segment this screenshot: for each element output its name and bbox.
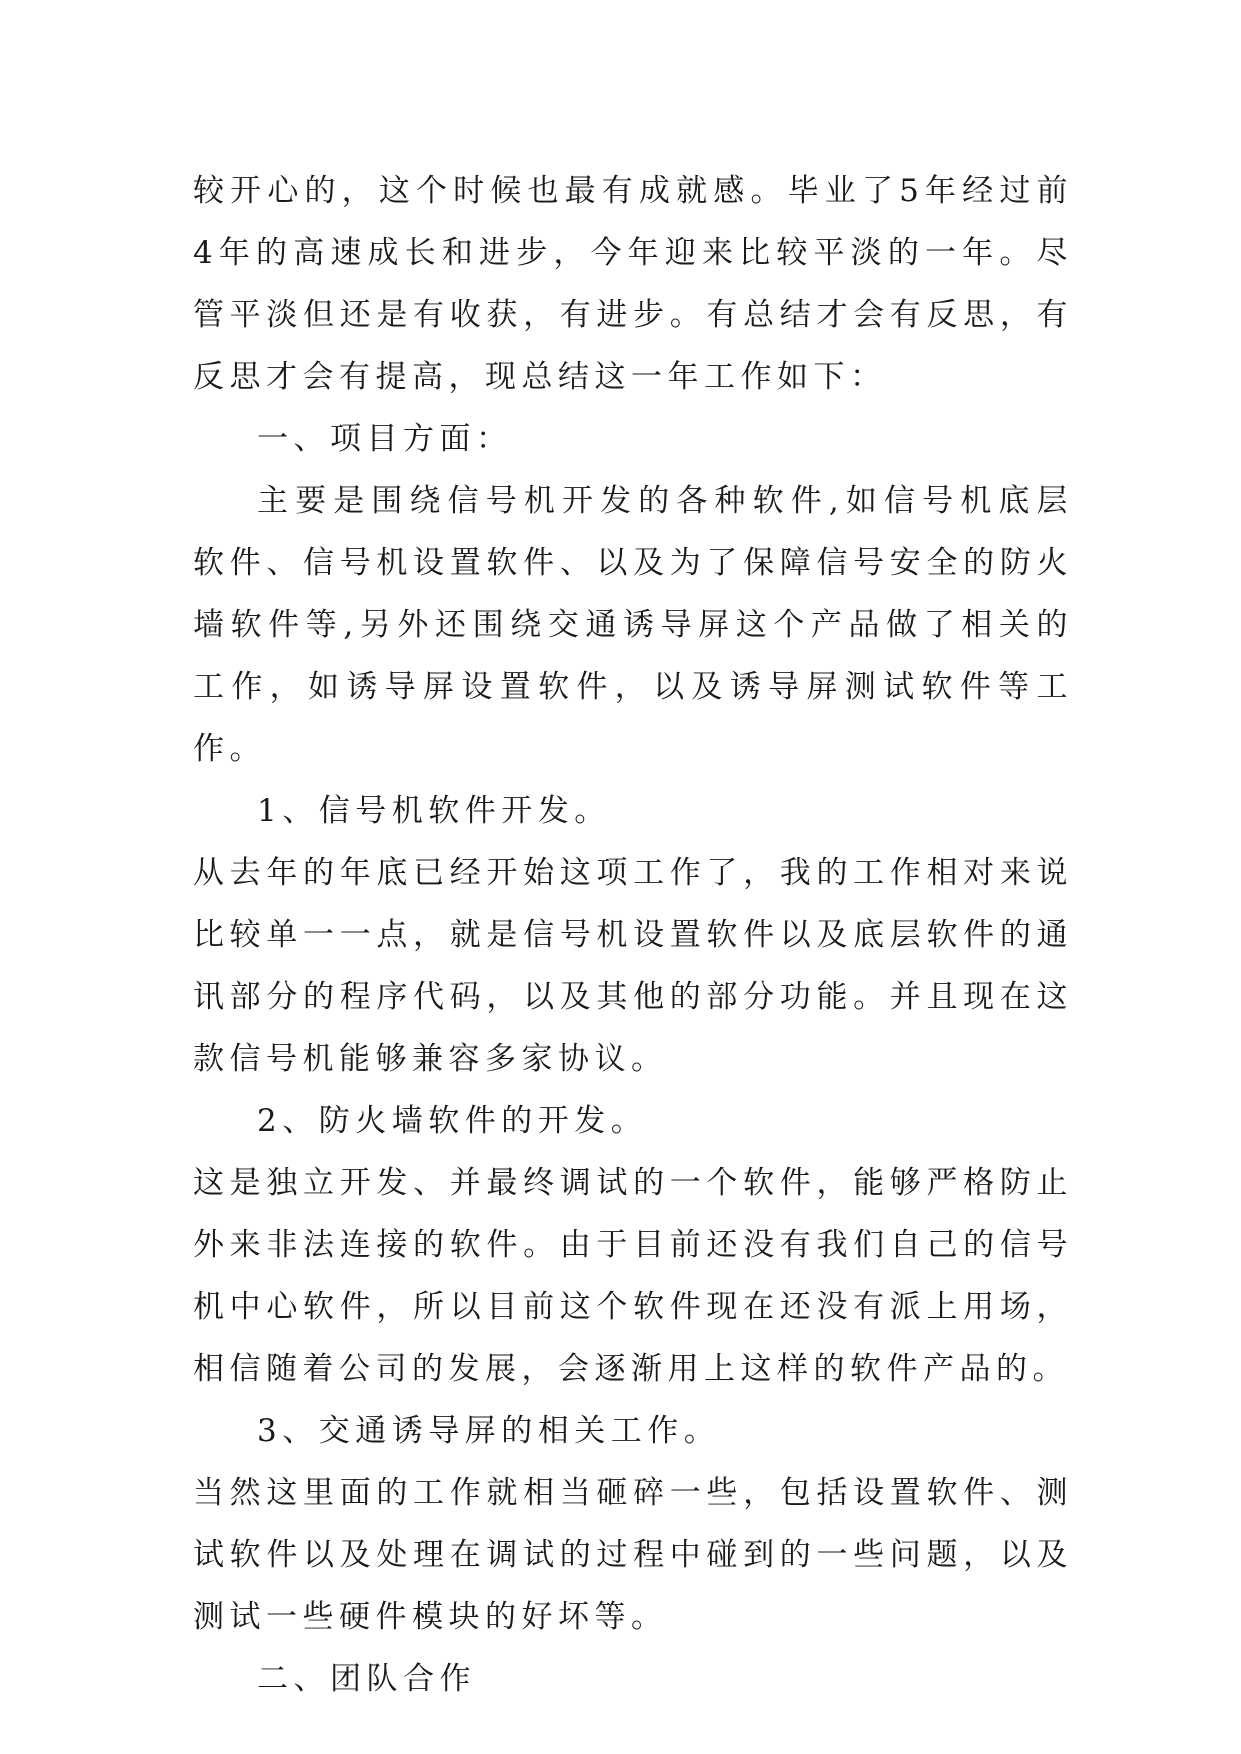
paragraph-firewall: 这是独立开发、并最终调试的一个软件，能够严格防止外来非法连接的软件。由于目前还没有我们自己的信号机中心软件，所以目前这个软件现在还没有派上用场，相信随着公司的发展，会逐渐用上这样的软件产品的。 [193,1165,1073,1387]
heading-signal-software: 1、信号机软件开发。 [257,793,611,829]
heading-project: 一、项目方面： [257,421,513,457]
heading-firewall: 2、防火墙软件的开发。 [257,1103,648,1139]
heading-teamwork: 二、团队合作 [257,1661,476,1697]
paragraph-guidance-screen: 当然这里面的工作就相当砸碎一些，包括设置软件、测试软件以及处理在调试的过程中碰到的一些问题，以及测试一些硬件模块的好坏等。 [193,1475,1073,1635]
document-body [193,160,1073,1710]
paragraph-project-summary: 主要是围绕信号机开发的各种软件,如信号机底层软件、信号机设置软件、以及为了保障信号安全的防火墙软件等,另外还围绕交通诱导屏这个产品做了相关的工作，如诱导屏设置软件，以及诱导屏测试软件等工作。 [193,483,1073,767]
paragraph-signal-software: 从去年的年底已经开始这项工作了，我的工作相对来说比较单一一点，就是信号机设置软件以及底层软件的通讯部分的程序代码，以及其他的部分功能。并且现在这款信号机能够兼容多家协议。 [193,855,1073,1077]
paragraph-intro: 较开心的，这个时候也最有成就感。毕业了5年经过前4年的高速成长和进步，今年迎来比较平淡的一年。尽管平淡但还是有收获，有进步。有总结才会有反思，有反思才会有提高，现总结这一年工作如下： [193,173,1073,395]
heading-guidance-screen: 3、交通诱导屏的相关工作。 [257,1413,721,1449]
